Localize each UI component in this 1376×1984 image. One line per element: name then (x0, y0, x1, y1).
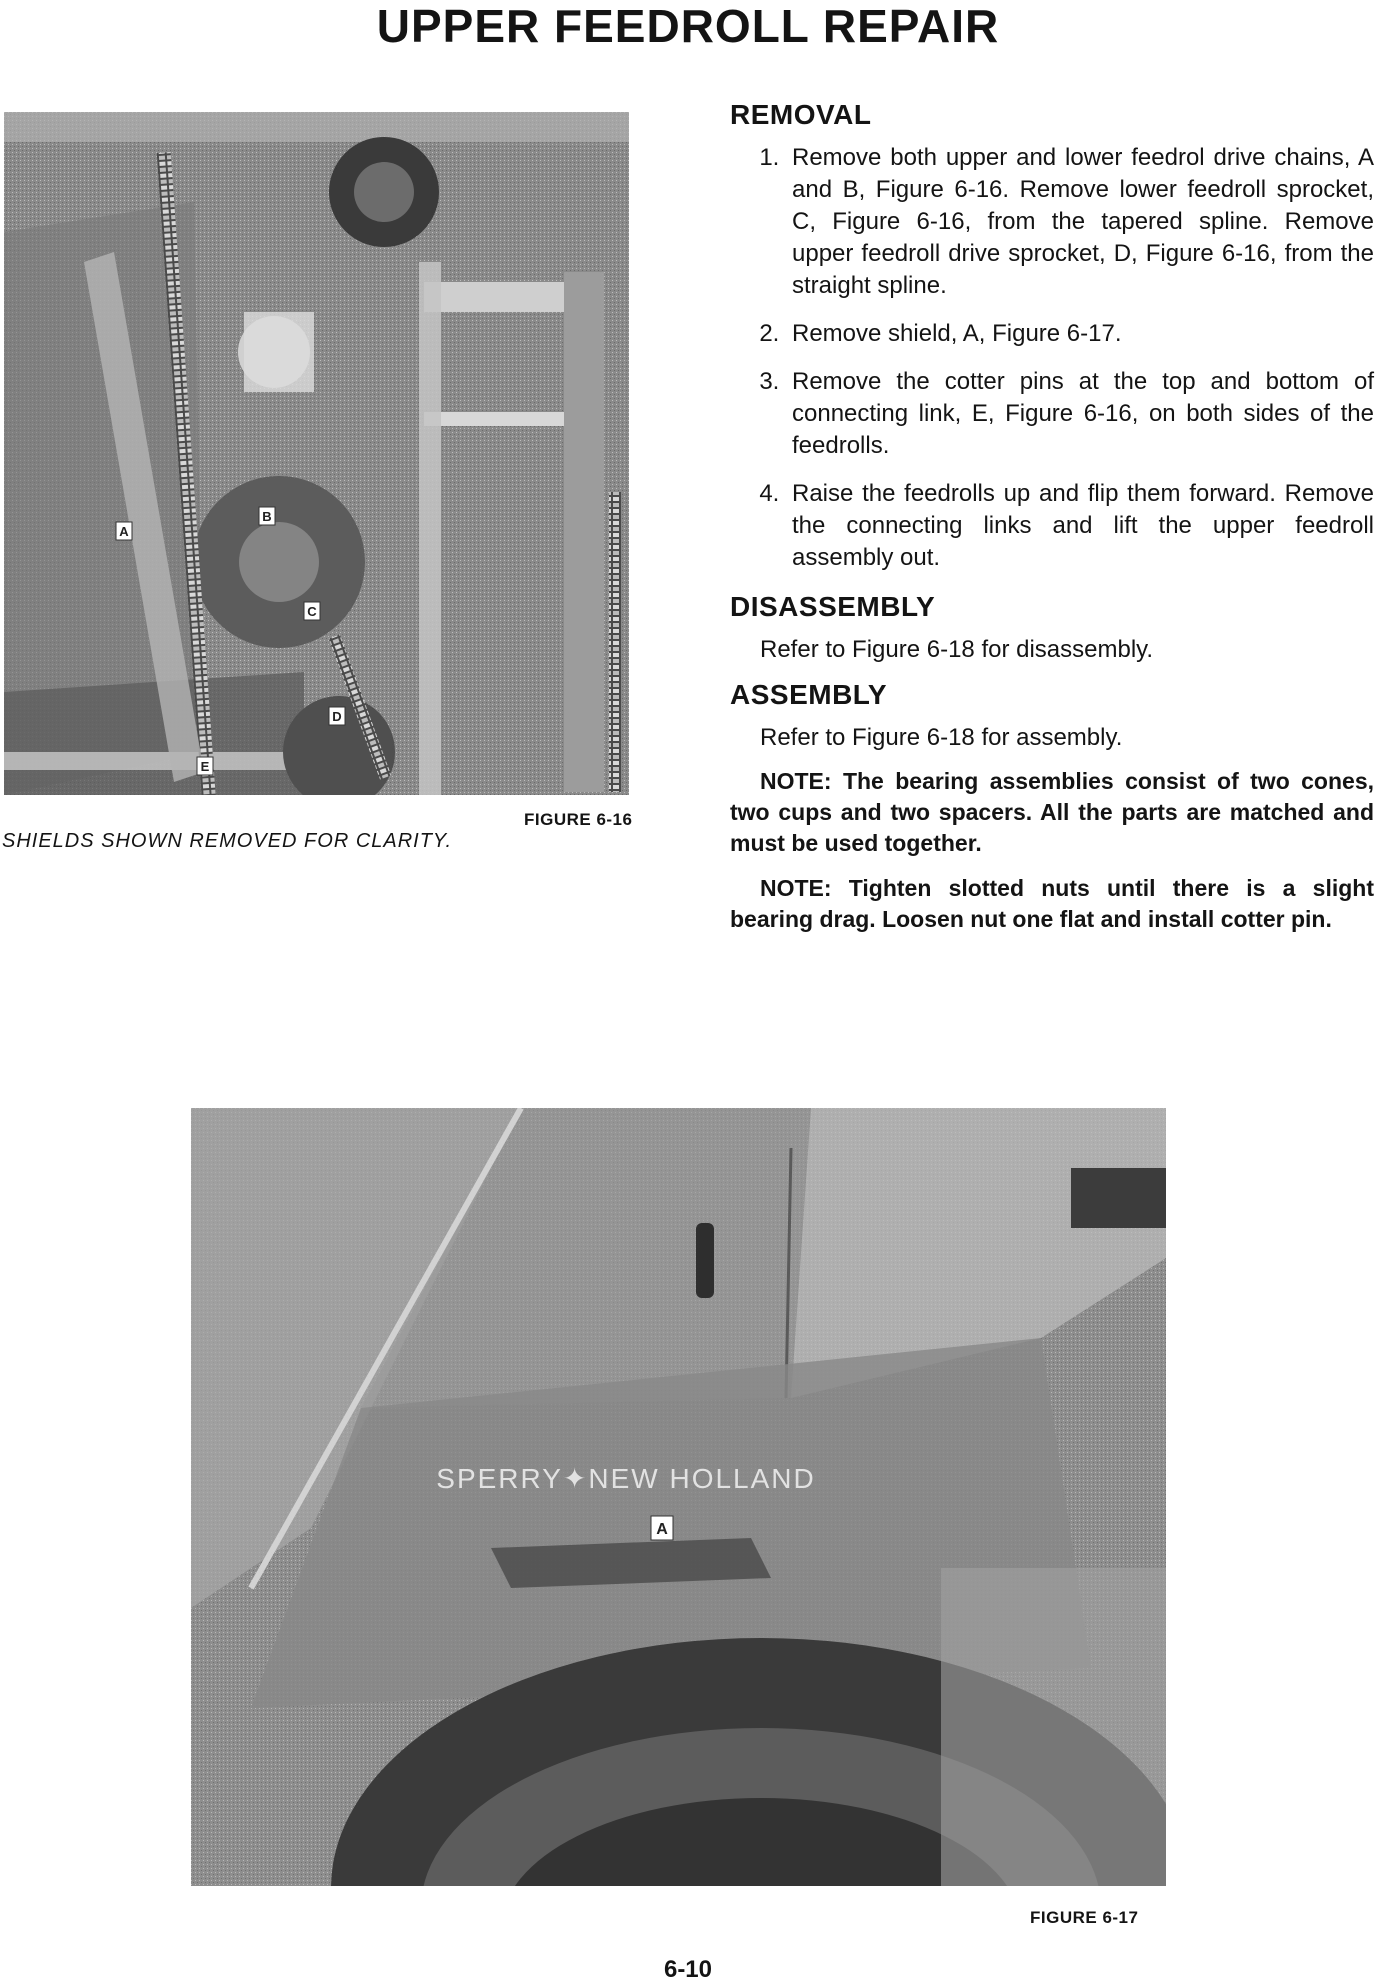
figure-6-16-label: FIGURE 6-16 (524, 810, 633, 829)
removal-heading: REMOVAL (730, 99, 872, 130)
figure-6-17-photo (191, 1108, 1166, 1886)
callout-c: C (307, 604, 317, 619)
page-title: UPPER FEEDROLL REPAIR (376, 0, 1000, 52)
figure-6-17-label: FIGURE 6-17 (1030, 1908, 1139, 1927)
bearing-note: NOTE: The bearing assemblies consist of two cones, two cups and two spacers. All the parts are matched and must be used together. (730, 768, 1374, 856)
callout-d: D (332, 709, 342, 724)
removal-step: 3. Remove the cotter pins at the top and bottom of connecting link, E, Figure 6-16, on both sides of the feedrolls. (786, 366, 1374, 462)
slotted-nut-note: NOTE: Tighten slotted nuts until there is a slight bearing drag. Loosen nut one flat and install cotter pin. (730, 875, 1374, 932)
removal-step: 2. Remove shield, A, Figure 6-17. (786, 318, 1374, 350)
removal-step: 4. Raise the feedrolls up and flip them forward. Remove the connecting links and lift the upper feedroll assembly out. (786, 478, 1374, 574)
brand-decal: SPERRY✦NEW HOLLAND (436, 1463, 816, 1494)
instructions-column (730, 98, 1374, 949)
removal-step: 1. Remove both upper and lower feedrol drive chains, A and B, Figure 6-16. Remove lower feedroll sprocket, C, Figure 6-16, from the tapered spline. Remove upper feedroll drive sprocket, D, Figure 6-16, from the straight spline. (786, 142, 1374, 302)
callout-a: A (119, 524, 129, 539)
figure-6-16-photo (4, 112, 629, 795)
removal-steps (730, 142, 1374, 574)
disassembly-text: Refer to Figure 6-18 for disassembly. (760, 636, 1154, 663)
assembly-text: Refer to Figure 6-18 for assembly. (760, 724, 1123, 751)
page-number: 6-10 (663, 1956, 713, 1983)
figure-6-16-caption: SHIELDS SHOWN REMOVED FOR CLARITY. (2, 830, 452, 852)
assembly-heading: ASSEMBLY (730, 679, 888, 710)
callout-b: B (262, 509, 272, 524)
callout-e: E (200, 759, 210, 774)
figure-6-17-callout-a: A (656, 1521, 668, 1538)
disassembly-heading: DISASSEMBLY (730, 591, 936, 622)
